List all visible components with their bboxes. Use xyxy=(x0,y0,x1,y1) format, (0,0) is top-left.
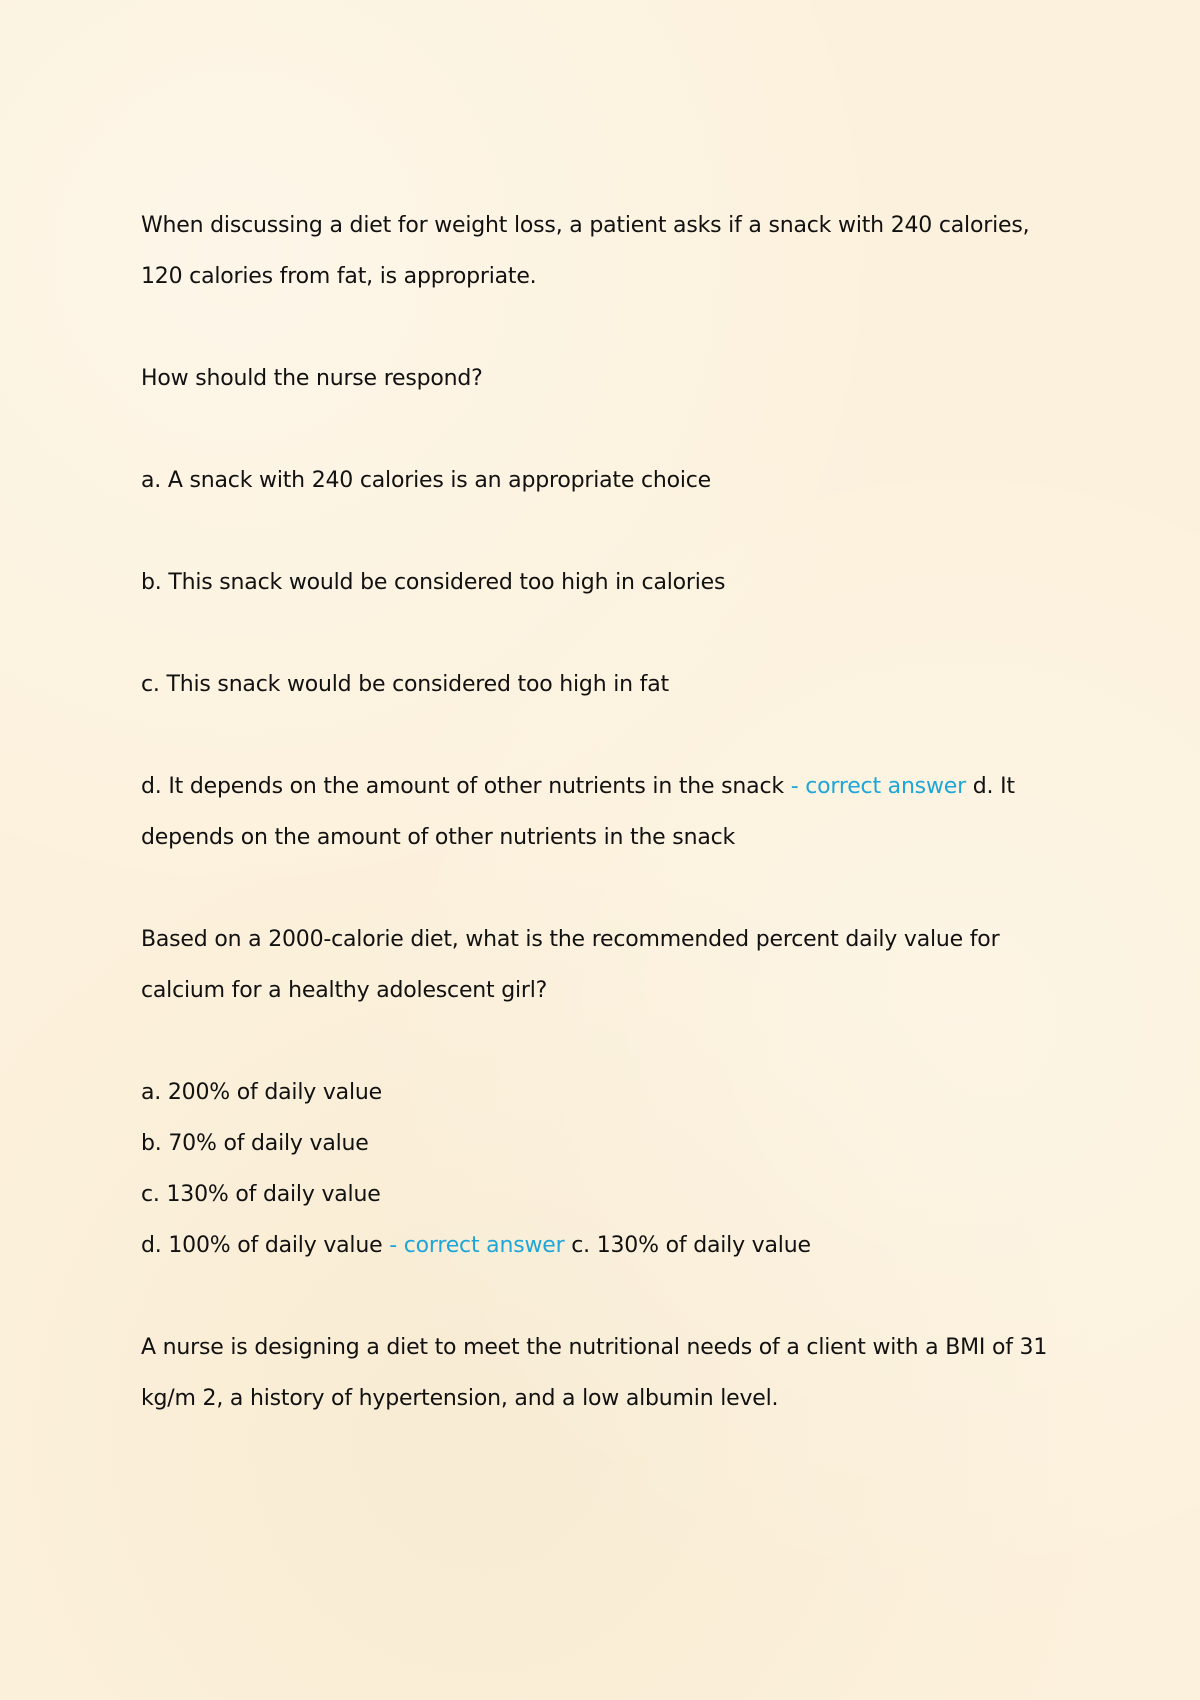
q1-option-b: b. This snack would be considered too high in calories xyxy=(141,570,726,595)
q2-option-a: a. 200% of daily value xyxy=(141,1080,382,1105)
q2-option-d-with-answer xyxy=(141,1220,1061,1271)
q2-correct-answer-marker: - correct answer xyxy=(389,1233,565,1258)
q1-option-c: c. This snack would be considered too high in fat xyxy=(141,672,669,697)
q1-option-a: a. A snack with 240 calories is an appropriate choice xyxy=(141,468,711,493)
q2-answer: c. 130% of daily value xyxy=(571,1233,811,1258)
q1-option-d: d. It depends on the amount of other nutrients in the snack xyxy=(141,774,784,799)
q1-option-d-with-answer xyxy=(141,761,1061,863)
q2-stem: Based on a 2000-calorie diet, what is the recommended percent daily value for calcium for a healthy adolescent girl? xyxy=(141,927,1000,1003)
q2-option-c: c. 130% of daily value xyxy=(141,1182,381,1207)
q2-option-b: b. 70% of daily value xyxy=(141,1131,369,1156)
q1-correct-answer-marker: - correct answer xyxy=(790,774,966,799)
q3-stem: A nurse is designing a diet to meet the nutritional needs of a client with a BMI of 31 kg/m 2, a history of hypertension, and a low albumin level. xyxy=(141,1335,1048,1411)
q1-prompt: How should the nurse respond? xyxy=(141,366,483,391)
q1-stem: When discussing a diet for weight loss, a patient asks if a snack with 240 calories, 120 calories from fat, is appropriate. xyxy=(141,213,1030,289)
q2-option-d: d. 100% of daily value xyxy=(141,1233,383,1258)
q1-answer: d. It depends on the amount of other nutrients in the snack xyxy=(141,774,1015,850)
